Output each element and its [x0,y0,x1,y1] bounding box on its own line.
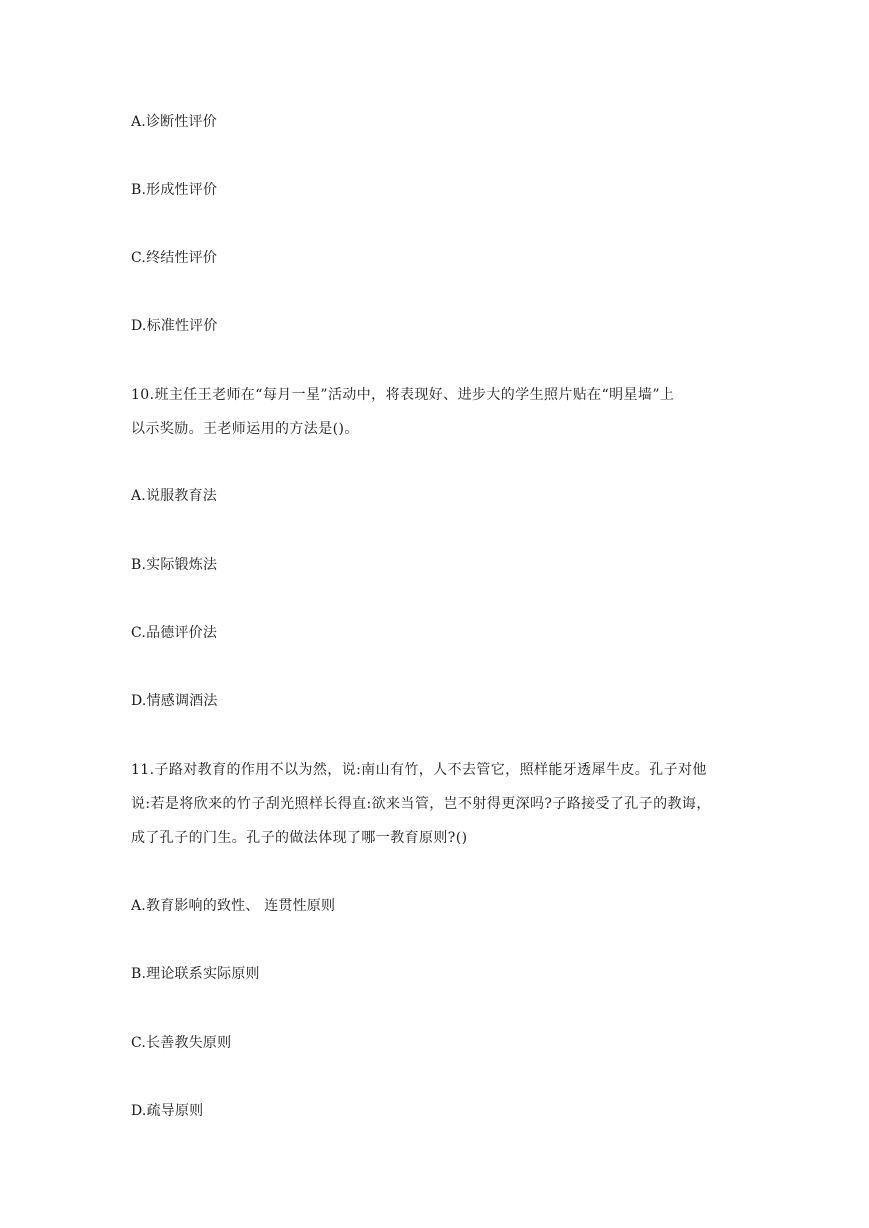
q11-stem-line-1: 11.子路对教育的作用不以为然，说:南山有竹，人不去管它，照样能牙透犀牛皮。孔子对他 [131,762,707,778]
q10-option-c: C.品德评价法 [131,625,218,641]
q10-stem-line-1: 10.班主任王老师在“每月一星”活动中，将表现好、进步大的学生照片贴在“明星墙”上 [131,387,675,403]
q10-option-b: B.实际锻炼法 [131,557,218,573]
q9-option-d: D.标准性评价 [131,318,218,334]
q11-stem [131,753,741,855]
q11-option-a: A.教育影响的致性、 连贯性原则 [131,898,336,914]
q9-option-b: B.形成性评价 [131,182,218,198]
q10-stem [131,378,741,446]
q10-stem-line-2: 以示奖励。王老师运用的方法是()。 [131,421,359,437]
q11-stem-line-2: 说:若是将欣来的竹子刮光照样长得直:欲来当管，岂不射得更深吗?子路接受了孔子的教诲， [131,796,711,812]
q11-option-c: C.长善教失原则 [131,1035,232,1051]
q10-option-d: D.情感调酒法 [131,693,218,709]
q11-option-d: D.疏导原则 [131,1103,204,1119]
q9-option-c: C.终结性评价 [131,250,218,266]
q11-stem-line-3: 成了孔子的门生。孔子的做法体现了哪一教育原则?() [131,830,468,846]
q11-option-b: B.理论联系实际原则 [131,966,260,982]
q10-option-a: A.说服教育法 [131,488,217,504]
q9-option-a: A.诊断性评价 [131,114,217,130]
